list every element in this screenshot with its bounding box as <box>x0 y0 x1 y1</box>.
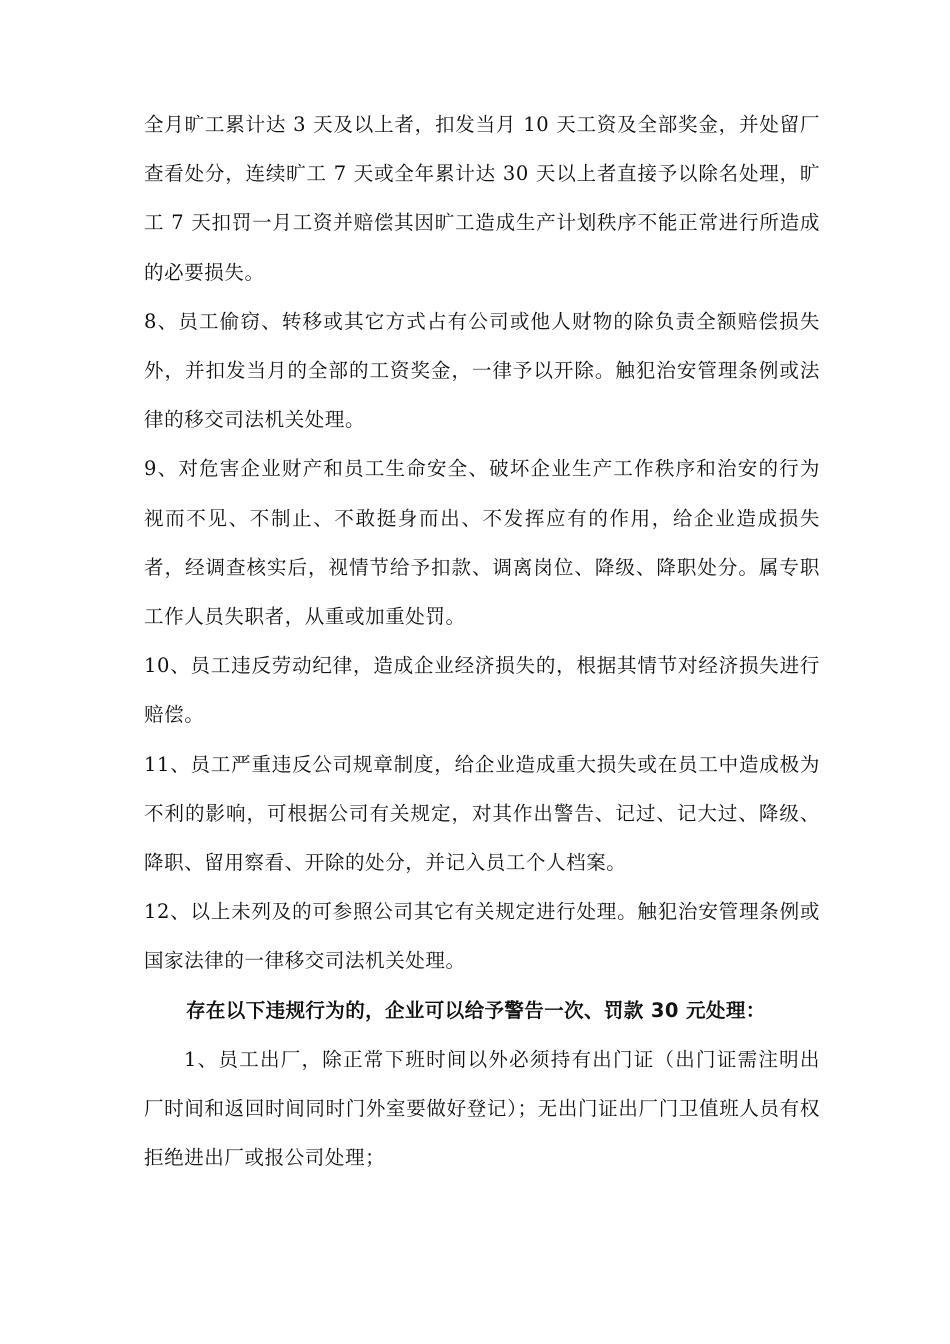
section-heading-warning-fine: 存在以下违规行为的，企业可以给予警告一次、罚款 30 元处理： <box>186 998 766 1022</box>
paragraph-rule-8-theft: 8、员工偷窃、转移或其它方式占有公司或他人财物的除负责全额赔偿损失外，并扣发当月的全部的工资奖金，一律予以开除。触犯治安管理条例或法律的移交司法机关处理。 <box>144 309 820 432</box>
paragraph-rule-12-other: 12、以上未列及的可参照公司其它有关规定进行处理。触犯治安管理条例或国家法律的一律移交司法机关处理。 <box>144 900 820 973</box>
paragraph-absenteeism-rule: 全月旷工累计达 3 天及以上者，扣发当月 10 天工资及全部奖金，并处留厂查看处分，连续旷工 7 天或全年累计达 30 天以上者直接予以除名处理，旷工 7 天扣罚一月工资并赔偿其因旷工造成生产计划秩序不能正常进行所造成的必要损失。 <box>144 113 820 284</box>
paragraph-rule-10-compensation: 10、员工违反劳动纪律，造成企业经济损失的，根据其情节对经济损失进行赔偿。 <box>144 654 820 727</box>
paragraph-rule-9-negligence: 9、对危害企业财产和员工生命安全、破坏企业生产工作秩序和治安的行为视而不见、不制止、不敢挺身而出、不发挥应有的作用，给企业造成损失者，经调查核实后，视情节给予扣款、调离岗位、降级、降职处分。属专职工作人员失职者，从重或加重处罚。 <box>144 457 820 629</box>
paragraph-exit-pass-rule: 1、员工出厂，除正常下班时间以外必须持有出门证（出门证需注明出厂时间和返回时间同时门外室要做好登记）；无出门证出厂门卫值班人员有权拒绝进出厂或报公司处理； <box>144 1047 820 1170</box>
document-body <box>144 100 820 1182</box>
paragraph-rule-11-disciplinary: 11、员工严重违反公司规章制度，给企业造成重大损失或在员工中造成极为不利的影响，可根据公司有关规定，对其作出警告、记过、记大过、降级、降职、留用察看、开除的处分，并记入员工个人档案。 <box>144 752 820 875</box>
